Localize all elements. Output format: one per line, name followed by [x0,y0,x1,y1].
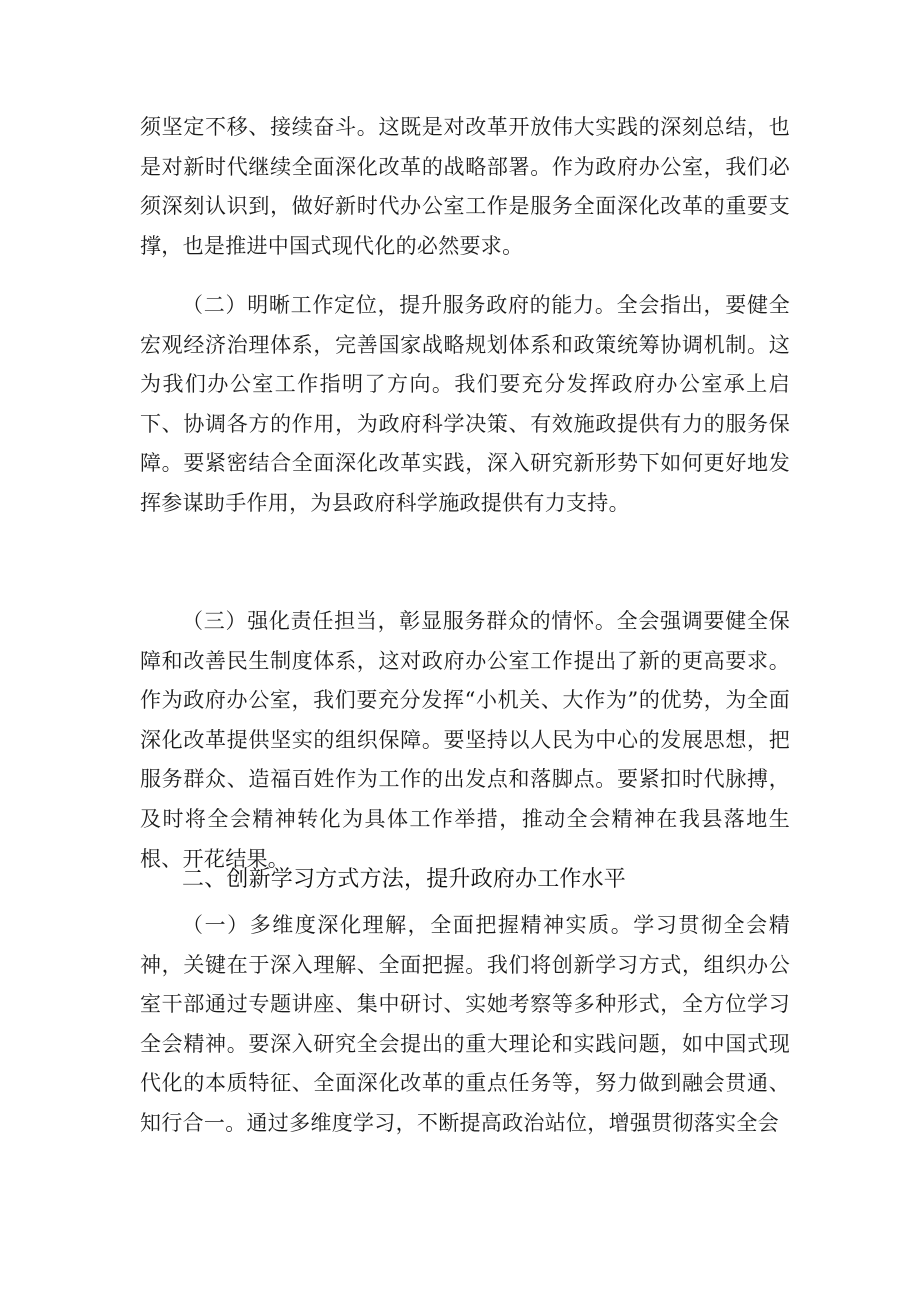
paragraph-continued: 须坚定不移、接续奋斗。这既是对改革开放伟大实践的深刻总结，也是对新时代继续全面深化改革的战略部署。作为政府办公室，我们必须深刻认识到，做好新时代办公室工作是服务全面深化改革的重要支撑，也是推进中国式现代化的必然要求。 [140,115,790,258]
section-heading: 二、创新学习方式方法，提升政府办工作水平 [182,867,627,892]
paragraph-3: （三）强化责任担当，彰显服务群众的情怀。全会强调要健全保障和改善民生制度体系，这对政府办公室工作提出了新的更高要求。作为政府办公室，我们要充分发挥“小机关、大作为”的优势，为全面深化改革提供坚实的组织保障。要坚持以人民为中心的发展思想，把服务群众、造福百姓作为工作的出发点和落脚点。要紧扣时代脉搏，及时将全会精神转化为具体工作举措，推动全会精神在我县落地生根、开花结果。 [140,609,790,871]
paragraph-2: （二）明晰工作定位，提升服务政府的能力。全会指出，要健全宏观经济治理体系，完善国家战略规划体系和政策统筹协调机制。这为我们办公室工作指明了方向。我们要充分发挥政府办公室承上启下、协调各方的作用，为政府科学决策、有效施政提供有力的服务保障。要紧密结合全面深化改革实践，深入研究新形势下如何更好地发挥参谋助手作用，为县政府科学施政提供有力支持。 [140,293,790,515]
paragraph-4: （一）多维度深化理解，全面把握精神实质。学习贯彻全会精神，关键在于深入理解、全面把握。我们将创新学习方式，组织办公室干部通过专题讲座、集中研讨、实她考察等多种形式，全方位学习全会精神。要深入研究全会提出的重大理论和实践问题，如中国式现代化的本质特征、全面深化改革的重点任务等，努力做到融会贯通、知行合一。通过多维度学习，不断提高政治站位，增强贯彻落实全会 [140,913,790,1135]
